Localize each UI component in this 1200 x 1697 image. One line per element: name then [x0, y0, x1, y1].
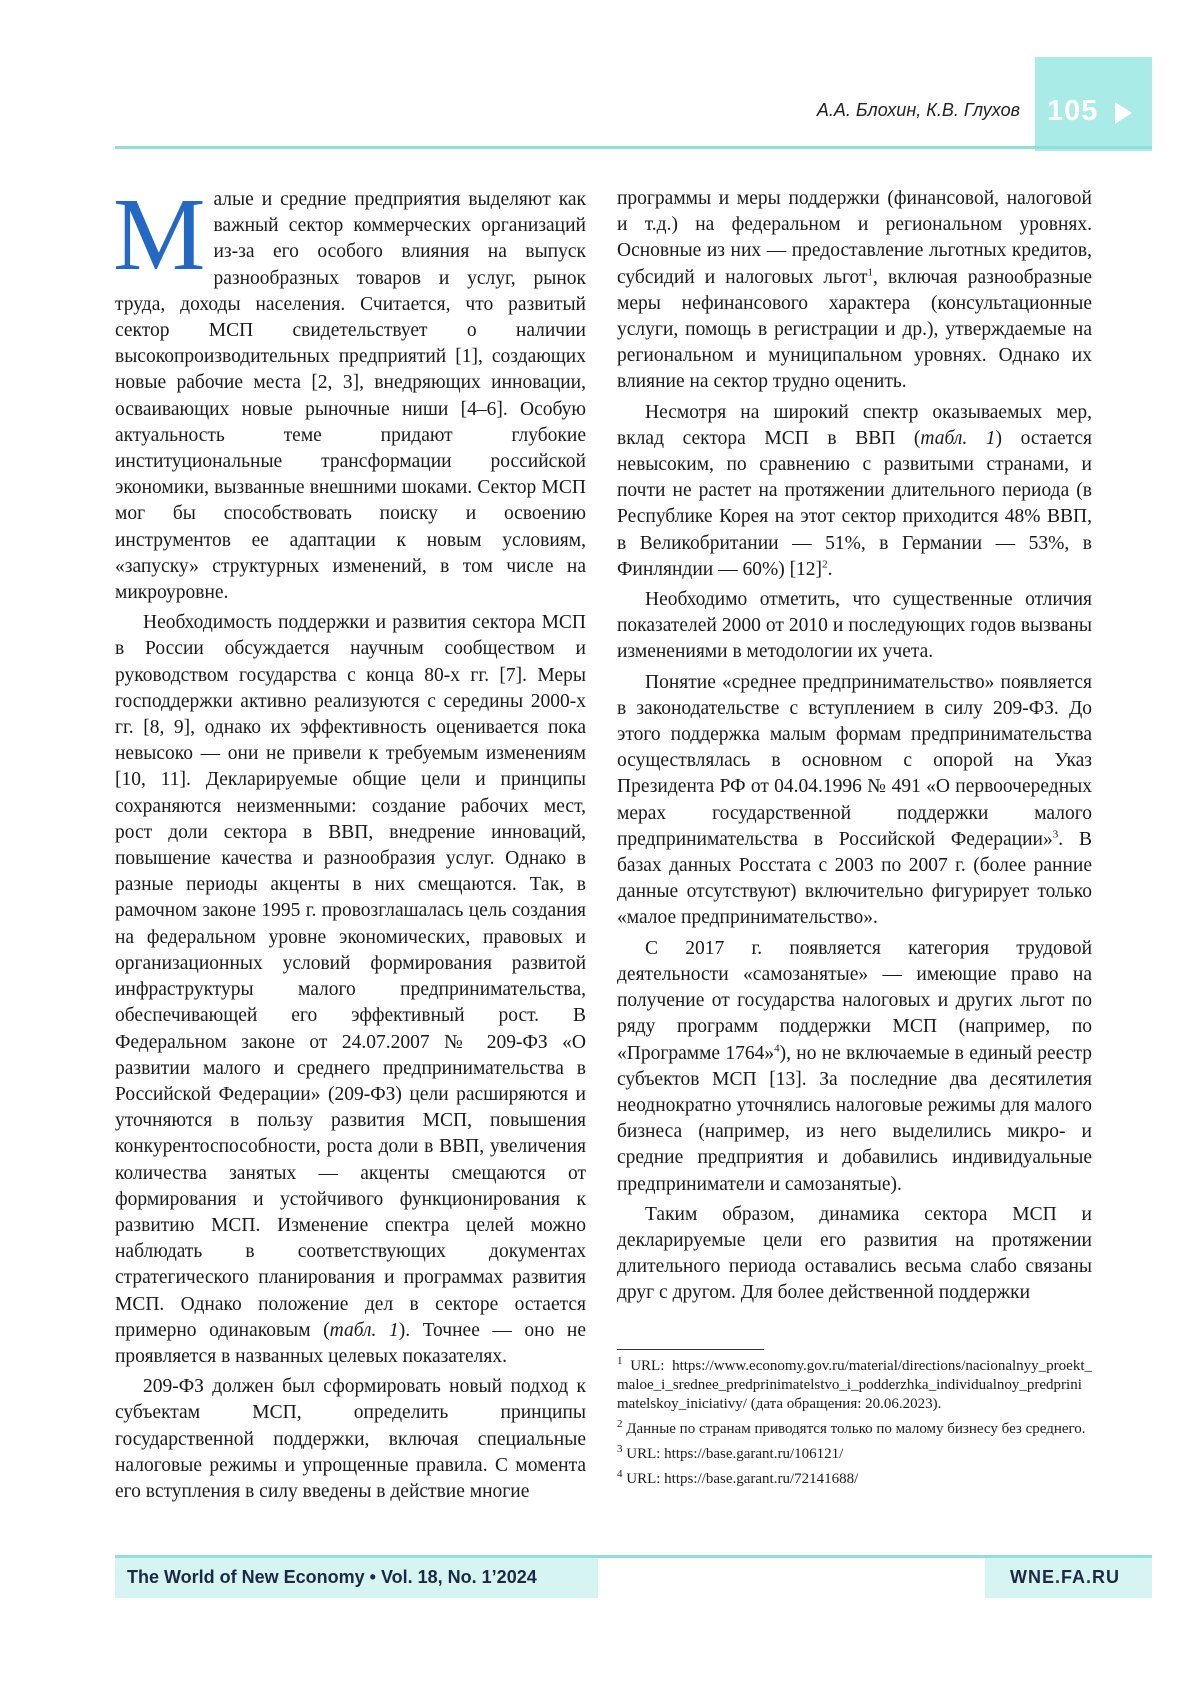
footnote-text: URL: https://base.garant.ru/106121/ [626, 1446, 844, 1462]
journal-title: The World of New Economy • Vol. 18, No. 1’2024 [127, 1567, 537, 1587]
paragraph-text: Необходимо отметить, что существенные отличия показателей 2000 от 2010 и последующих годов вызваны изменениями в методологии их учета. [617, 589, 1092, 663]
paragraph-text: алые и средние предприятия выделяют как важный сектор коммерческих организаций из-за его особого влияния на выпуск разнообразных товаров и услуг, рынок труда, доходы населения. Считается, что развитый сектор МСП свидетельствует о наличии высокопроизводительных предприятий [1], создающих новые рабочие места [2, 3], внедряющих инновации, осваивающих новые рыночные ниши [4–6]. Особую актуальность теме придают глубокие институциональные трансформации российской экономики, вызванные внешними шоками. Сектор МСП мог бы способствовать поиску и освоению инструментов ее адаптации к новым условиям, «запуску» структурных изменений, в том числе на микроуровне. [115, 189, 586, 604]
footnote-text: URL: https://www.economy.gov.ru/material/directions/nacionalnyy_proekt_maloe_i_srednee_predprinimatelstvo_i_podderzhka_individualnoy_predprinimatelskoy_iniciativy/ (дата обращения: 20.06.2023). [617, 1358, 1092, 1412]
footnote-rule [617, 1349, 764, 1350]
paragraph-text: Понятие «среднее предпринимательство» появляется в законодательстве с вступлением в силу 209-ФЗ. До этого поддержка малым формам предпринимательства осуществлялась в основном с опорой на Указ Президента РФ от 04.04.1996 № 491 «О первоочередных мерах государственной поддержки малого предпринимательства в Российской Федерации» [617, 671, 1092, 850]
paragraph [617, 400, 1092, 583]
paragraph [617, 186, 1092, 396]
paragraph [115, 610, 586, 1370]
drop-cap: М [113, 177, 206, 292]
footnote [617, 1357, 1092, 1414]
page-number: 105 [1047, 95, 1099, 127]
paragraph-text: Таким образом, динамика сектора МСП и декларируемые цели его развития на протяжении длительного периода оставались весьма слабо связаны друг с другом. Для более действенной поддержки [617, 1203, 1092, 1304]
footnote [617, 1445, 1092, 1464]
paragraph-text: . В базах данных Росстата с 2003 по 2007 г. (более ранние данные отсутствуют) включительно фигурирует только «малое предпринимательство». [617, 828, 1092, 929]
table-reference: табл. 1 [920, 427, 996, 449]
footnote-number: 3 [617, 1443, 623, 1455]
paragraph-text: программы и меры поддержки (финансовой, налоговой и т.д.) на федеральном и региональном уровнях. Основные из них — предоставление льготных кредитов, субсидий и налоговых льгот [617, 188, 1092, 288]
right-column [617, 186, 1092, 1307]
paragraph-text: , включая разнообразные меры нефинансового характера (консультационные услуги, помощь в регистрации и др.), утверждаемые на региональном и муниципальном уровнях. Однако их влияние на сектор трудно оценить. [617, 266, 1092, 393]
table-reference: табл. 1 [329, 1319, 399, 1341]
journal-site: WNE.FA.RU [1010, 1567, 1120, 1587]
footnote-text: Данные по странам приводятся только по малому бизнесу без среднего. [626, 1421, 1086, 1437]
paragraph-text: ), но не включаемые в единый реестр субъектов МСП [13]. За последние два десятилетия неоднократно уточнялись налоговые режимы для малого бизнеса (например, из него выделились микро- и средние предприятия и добавились индивидуальные предприниматели и самозанятые). [617, 1042, 1092, 1195]
paragraph [115, 1374, 586, 1505]
paragraph [617, 936, 1092, 1198]
next-page-arrow-icon [1115, 102, 1132, 124]
left-column [113, 177, 586, 1505]
paragraph-text: . [827, 558, 833, 580]
paragraph-text: ) остается невысоким, по сравнению с развитыми странами, и почти не растет на протяжении длительного периода (в Республике Корея на этот сектор приходится 48% ВВП, в Великобритании — 51%, в Германии — 53%, в Финляндии — 60%) [12] [617, 427, 1092, 580]
footnote-text: URL: https://base.garant.ru/72141688/ [626, 1471, 859, 1487]
footnote [617, 1420, 1092, 1439]
paragraph-text: ). Точнее — оно не проявляется в названных целевых показателях. [115, 1319, 586, 1367]
footnote-number: 1 [617, 1355, 623, 1367]
header-rule [115, 146, 1152, 149]
footnotes [617, 1357, 1092, 1495]
paragraph [113, 177, 586, 606]
paragraph-text: 209-ФЗ должен был сформировать новый подход к субъектам МСП, определить принципы государственной поддержки, включая специальные налоговые режимы и упрощенные правила. С момента его вступления в силу введены в действие многие [115, 1376, 586, 1502]
paragraph [617, 670, 1092, 932]
footnote-number: 4 [617, 1468, 623, 1480]
footnote-number: 2 [617, 1418, 623, 1430]
footnote-mark: 4 [774, 1042, 780, 1054]
footnote-mark: 1 [867, 266, 874, 279]
footnote-mark: 3 [1052, 828, 1059, 841]
paragraph-text: Несмотря на широкий спектр оказываемых мер, вклад сектора МСП в ВВП ( [617, 401, 1092, 449]
paragraph-text: Необходимость поддержки и развития сектора МСП в России обсуждается научным сообществом и руководством государства с конца 80-х гг. [7]. Меры господдержки активно реализуются с середины 2000-х гг. [8, 9], однако их эффективность оценивается пока невысоко — они не привели к требуемым изменениям [10, 11]. Декларируемые общие цели и принципы сохраняются неизменными: создание рабочих мест, рост доли сектора в ВВП, внедрение инноваций, повышение качества и разнообразия услуг. Однако в разные периоды акценты в них смещаются. Так, в рамочном законе 1995 г. провозглашалась цель создания на федеральном уровне экономических, правовых и организационных условий формирования развитой инфраструктуры малого предпринимательства, обеспечивающей его эффективный рост. В Федеральном законе от 24.07.2007 № 209-ФЗ «О развитии малого и среднего предпринимательства в Российской Федерации» (209-ФЗ) цели расширяются и уточняются в пользу развития МСП, повышения конкурентоспособности, роста доли в ВВП, увеличения количества занятых — акценты смещаются от формирования и устойчивого функционирования к развитию МСП. Изменение спектра целей можно наблюдать в соответствующих документах стратегического планирования и программах развития МСП. Однако положение дел в секторе остается примерно одинаковым ( [115, 612, 586, 1341]
running-head-authors: А.А. Блохин, К.В. Глухов [816, 100, 1020, 120]
paragraph [617, 1202, 1092, 1307]
footnote-mark: 2 [822, 558, 828, 571]
paragraph-text: С 2017 г. появляется категория трудовой деятельности «самозанятые» — имеющие право на получение от государства налоговых и других льгот по ряду программ поддержки МСП (например, по «Программе 1764» [617, 937, 1092, 1064]
paragraph [617, 587, 1092, 666]
footnote [617, 1470, 1092, 1489]
